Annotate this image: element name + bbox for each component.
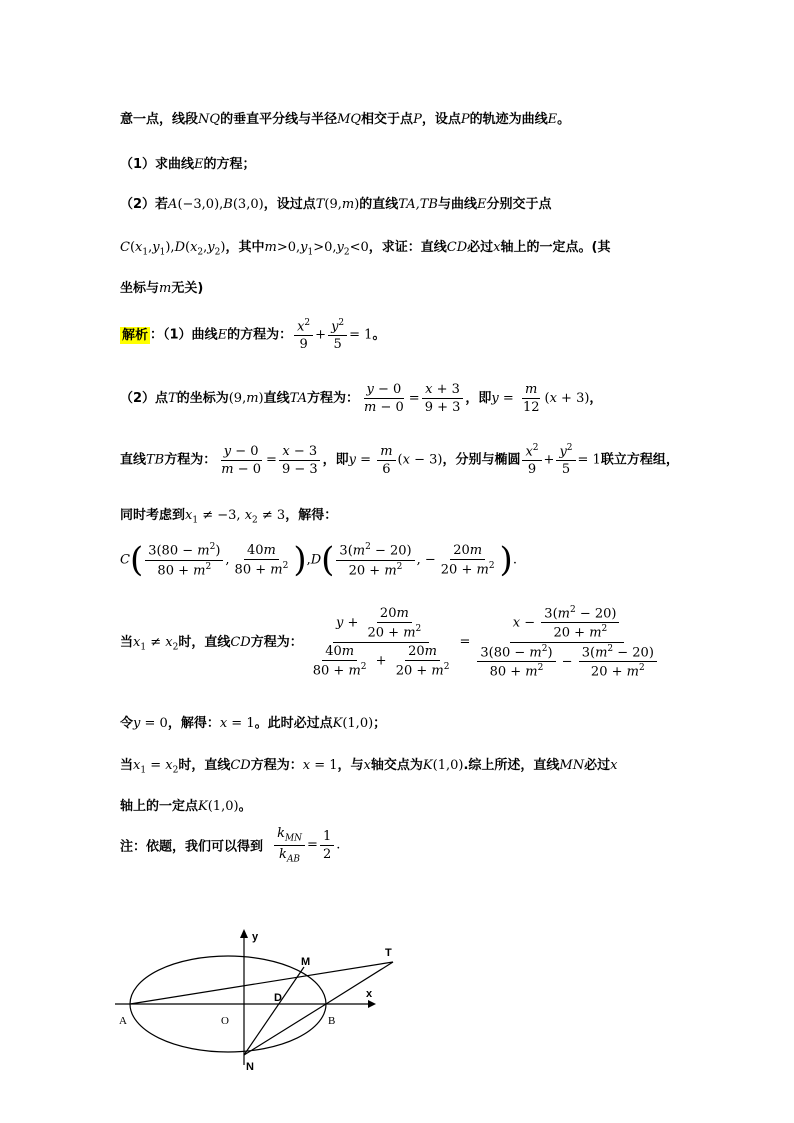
solution-tag: 解析 (122, 327, 149, 343)
line-at (130, 962, 393, 1004)
label-b: B (328, 1015, 336, 1027)
label-a: A (119, 1015, 127, 1027)
label-t: T (385, 947, 392, 959)
label-y: y (252, 931, 259, 943)
question-1: （1）求曲线E的方程； (120, 157, 256, 172)
label-o: O (221, 1015, 229, 1027)
question-2-cont: $C(x_1,y_1),D(x_2,y_2)$，其中$m>0,y_1>0,y_2<0$，求证：直线CD必过x轴上的一定点。(其 (120, 240, 611, 258)
label-d: D (274, 992, 282, 1004)
text-line-1: 意一点，线段NQ的垂直平分线与半径MQ相交于点P，设点P的轨迹为曲线E。 (120, 112, 571, 127)
solution-2-vertical: 当$x_1 = x_2$时，直线CD方程为：x = 1，与x轴交点为K(1,0).综上所述，直线MN必过x (120, 758, 618, 776)
label-x: x (366, 988, 373, 1000)
solution-1: 解析 ：（1）曲线E的方程为： $\frac{x^2}{9}$ + $\frac{y^2}{5}$ = 1。 (122, 318, 386, 353)
line-bn (244, 1004, 326, 1055)
line-mn (244, 967, 304, 1055)
ellipse-figure (110, 925, 410, 1075)
solution-2-ta: （2）点T的坐标为(9,m)直线TA方程为： $\frac{y - 0}{m - 0}$ = $\frac{x + 3}{9 + 3}$ ，即y = $\frac{m}{12}$ (x + 3)， (120, 382, 603, 415)
question-2: （2）若A(−3,0),B(3,0)，设过点T(9,m)的直线TA,TB与曲线E分别交于点 (120, 197, 552, 212)
solution-2-tb: 直线TB方程为： $\frac{y - 0}{m - 0}$ = $\frac{x - 3}{9 - 3}$ ，即y = $\frac{m}{6}$ (x − 3)，分别与椭圆 $\frac{x^2}{9}$ + $\frac{y^2}{5}$ = 1联立方程组， (120, 443, 679, 478)
label-n: N (246, 1061, 254, 1073)
note-line: 注：依题，我们可以得到 $\frac{k_{MN}}{k_{AB}}$ = $\frac{1}{2}$ . (120, 826, 341, 865)
solution-2-cd-line: 当$x_1 \ne x_2$时，直线CD方程为： y + $\frac{20m}{20 + m^2}$ $\frac{40m}{80 + m^2}$ + $\frac{20m}{20 + m^2}$ = x − $\frac{3(m^2 - 20)}{20 + m^2}$ $\frac{3(80 - m^2)}{80 + m^2}$ − $\frac{3(m^2 - 20)}{20 + m^2}$ (120, 605, 664, 679)
solution-2-points: C( $\frac{3(80 - m^2)}{80 + m^2}$ , $\frac{40m}{80 + m^2}$ ),D( $\frac{3(m^2 - 20)}{20 + m^2}$ , − $\frac{20m}{20 + m^2}$ ). (120, 540, 517, 580)
x-axis-arrow (368, 1000, 376, 1008)
line-bt (326, 962, 393, 1004)
y-axis-arrow (240, 929, 248, 938)
solution-2-conclusion: 轴上的一定点K(1,0)。 (120, 799, 252, 814)
solution-2-condition: 同时考虑到$x_1 \ne -3$, $x_2 \ne 3$，解得： (120, 508, 338, 526)
label-m: M (301, 956, 311, 968)
solution-2-y0: 令y = 0，解得：x = 1。此时必过点K(1,0)； (120, 716, 387, 731)
question-2-end: 坐标与m无关) (120, 281, 204, 296)
